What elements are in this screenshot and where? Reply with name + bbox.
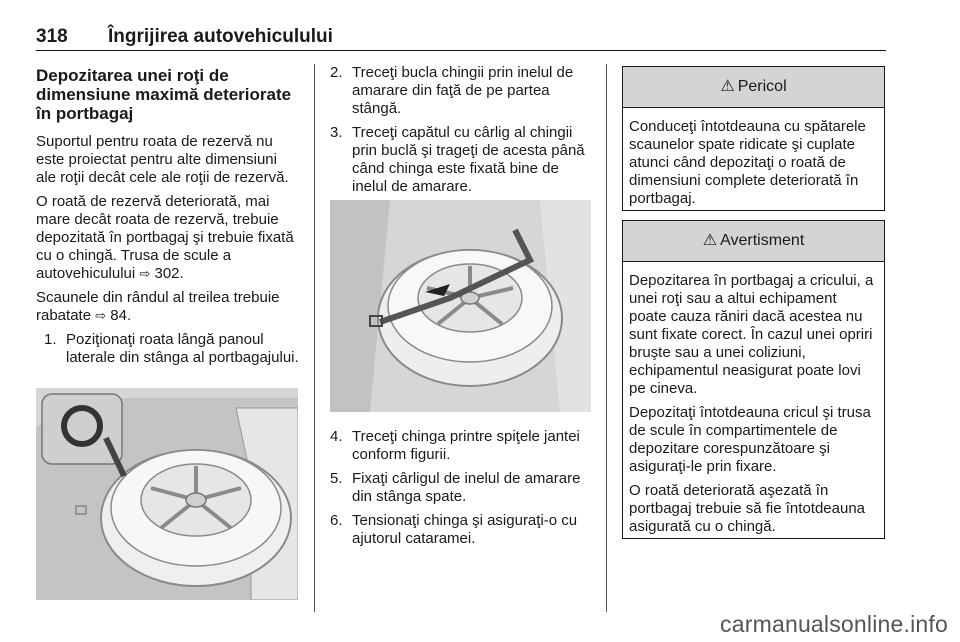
paragraph: Depozitarea în portbagaj a cricului, a unei roţi sau a altui echipament poate cauza răniri dacă acestea nu sunt fixate corect. În cazul unei opriri bruşte sau a unei coliziuni, echipamentul neasigurat poate lovi pe cineva. [629, 272, 874, 397]
warning-box-body [623, 262, 884, 548]
page-reference[interactable]: 302 [154, 265, 180, 282]
danger-box-title: Pericol [737, 78, 787, 95]
paragraph: Scaunele din rândul al treilea trebuie rabatate ⇨ 84. [36, 289, 280, 324]
danger-box-body [623, 108, 884, 220]
warning-box [622, 220, 885, 539]
warning-box-header [623, 221, 884, 262]
step-5 [330, 470, 592, 506]
step-number: 6. [330, 512, 343, 529]
page-reference-arrow-icon: ⇨ [95, 308, 107, 323]
step-6 [330, 512, 592, 548]
header-rule [36, 50, 886, 51]
page-number: 318 [36, 26, 68, 47]
step-number: 1. [44, 331, 57, 348]
warning-box-title: Avertisment [720, 232, 805, 249]
illustration-wheel-in-trunk [36, 388, 298, 600]
page-reference-arrow-icon: ⇨ [139, 266, 151, 281]
step-1 [44, 331, 300, 367]
strap-through-spokes-drawing [330, 200, 591, 412]
paragraph: Conduceţi întotdeauna cu spătarele scaunelor spate ridicate şi cuplate atunci când depozitaţi o roată de dimensiuni complete deteriorată în portbagaj. [629, 118, 866, 207]
column-divider [606, 64, 607, 612]
section-heading: Depozitarea unei roţi de dimensiune maximă deteriorate în portbagaj [36, 66, 292, 123]
step-2 [330, 64, 592, 118]
step-text: Fixaţi cârligul de inelul de amarare din stânga spate. [352, 470, 581, 505]
column-divider [314, 64, 315, 612]
step-number: 5. [330, 470, 343, 487]
step-number: 2. [330, 64, 343, 81]
paragraph: Depozitaţi întotdeauna cricul şi trusa de scule în compartimentele de depozitare corespunzătoare şi asiguraţi-le prin fixare. [629, 404, 871, 475]
step-text: Treceţi capătul cu cârlig al chingii prin buclă şi trageţi de acesta până când chinga este fixată bine de inelul de amarare. [352, 124, 585, 195]
page-title: Îngrijirea autovehiculului [108, 26, 333, 47]
warning-triangle-icon: ⚠ [702, 232, 718, 249]
paragraph: Suportul pentru roata de rezervă nu este proiectat pentru alte dimensiuni ale roţii decât cele ale roţii de rezervă. [36, 133, 289, 186]
wheel-in-trunk-drawing [36, 388, 298, 600]
page-reference[interactable]: 84 [110, 307, 127, 324]
watermark: carmanualsonline.info [720, 611, 948, 637]
danger-box-header [623, 67, 884, 108]
page-header [36, 22, 886, 52]
step-3 [330, 124, 592, 196]
warning-triangle-icon: ⚠ [720, 78, 735, 95]
step-number: 4. [330, 428, 343, 445]
column-left [36, 64, 300, 373]
danger-box [622, 66, 885, 211]
step-text: Treceţi chinga printre spiţele jantei conform figurii. [352, 428, 580, 463]
step-text: Poziţionaţi roata lângă panoul laterale din stânga al portbagajului. [66, 331, 299, 366]
step-text: Treceţi bucla chingii prin inelul de amarare din faţă de pe partea stângă. [352, 64, 574, 117]
paragraph: O roată deteriorată aşezată în portbagaj trebuie să fie întotdeauna asigurată cu o chingă. [629, 482, 866, 535]
illustration-strap-through-spokes [330, 200, 591, 412]
step-number: 3. [330, 124, 343, 141]
paragraph: O roată de rezervă deteriorată, mai mare decât roata de rezervă, trebuie depozitată în portbagaj şi trebuie fixată cu o chingă. Trusa de scule a autovehiculului ⇨ 302. [36, 193, 294, 282]
column-middle-lower [330, 428, 592, 554]
step-4 [330, 428, 592, 464]
column-middle [330, 64, 592, 202]
step-text: Tensionaţi chinga şi asiguraţi-o cu ajutorul cataramei. [352, 512, 578, 547]
